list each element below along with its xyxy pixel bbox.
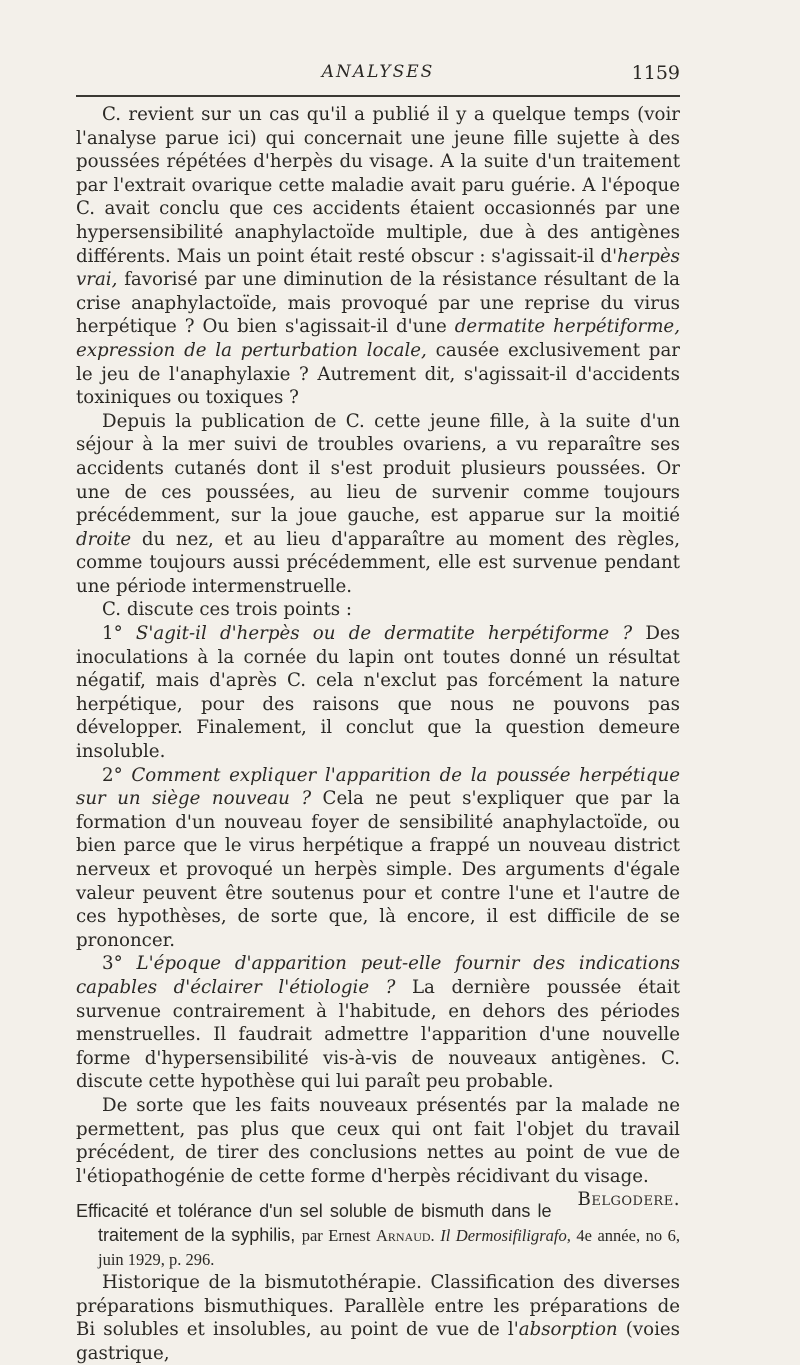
paragraph-3: C. discute ces trois points : xyxy=(102,599,352,621)
point-2: 2° Comment expliquer l'apparition de la poussée herpétique sur un siège nouveau ? Cela ne peut s'expliquer que par la formation d'un nouveau foyer de sensibilité anaphylactoïde, ou bien parce que le virus herpétique a frappé un nouveau district nerveux et provoqué un herpès simple. Des arguments d'égale valeur peuvent être soutenus pour et contre l'une et l'autre de ces hypothèses, de sorte que, là encore, il est difficile de se prononcer. xyxy=(76,764,680,951)
running-head xyxy=(76,62,680,92)
journal-name: Il Dermosifiligrafo, xyxy=(440,1225,571,1245)
paragraph-2: Depuis la publication de C. cette jeune fille, à la suite d'un séjour à la mer suivi de troubles ovariens, a vu reparaître ses accidents cutanés dont il s'est produit plusieurs poussées. Or une de ces poussées, au lieu de survenir comme toujours précédemment, sur la joue gauche, est apparue sur la moitié droite du nez, et au lieu d'apparaître au moment des règles, comme toujours aussi précédemment, elle est survenue pendant une période intermenstruelle. xyxy=(76,410,680,597)
running-title: ANALYSES xyxy=(321,62,435,82)
header-rule xyxy=(76,95,680,97)
article-title: Efficacité et tolérance d'un sel soluble de bismuth dans le traitement de la syphilis, xyxy=(76,1201,552,1245)
paragraph-1: C. revient sur un cas qu'il a publié il y a quelque temps (voir l'analyse parue ici) qui concernait une jeune fille sujette à des poussées répétées d'herpès du visage. A la suite d'un traitement par l'extrait ovarique cette maladie avait paru guérie. A l'époque C. avait conclu que ces accidents étaient occasionnés par une hypersensibilité anaphylactoïde multiple, due à des antigènes différents. Mais un point était resté obscur : s'agissait-il d'herpès vrai, favorisé par une diminution de la résistance résultant de la crise anaphylactoïde, mais provoqué par une reprise du virus herpétique ? Ou bien s'agissait-il d'une dermatite herpétiforme, expression de la perturbation locale, causée exclusivement par le jeu de l'anaphylaxie ? Autrement dit, s'agissait-il d'accidents toxiniques ou toxiques ? xyxy=(76,104,680,409)
point-3: 3° L'époque d'apparition peut-elle fournir des indications capables d'éclairer l'étiologie ? La dernière poussée était survenue contrairement à l'habitude, en dehors des périodes menstruelles. Il faudrait admettre l'apparition d'une nouvelle forme d'hypersensibilité vis-à-vis de nouveaux antigènes. C. discute cette hypothèse qui lui paraît peu probable. xyxy=(76,953,681,1093)
paragraph-conclusion: De sorte que les faits nouveaux présentés par la malade ne permettent, pas plus que ceux qui ont fait l'objet du travail précédent, de tirer des conclusions nettes au point de vue de l'étiopathogénie de cette forme d'herpès récidivant du visage. Belgodere. xyxy=(76,1094,680,1211)
point-1: 1° S'agit-il d'herpès ou de dermatite herpétiforme ? Des inoculations à la cornée du lapin ont toutes donné un résultat négatif, mais d'après C. cela n'exclut pas forcément la nature herpétique, pour des raisons que nous ne pouvons pas développer. Finalement, il conclut que la question demeure insoluble. xyxy=(76,623,680,763)
body-text xyxy=(76,103,680,1365)
author-name: Arnaud. xyxy=(375,1225,435,1245)
paragraph-article2: Historique de la bismutothérapie. Classification des diverses préparations bismuthiques. Parallèle entre les préparations de Bi solubles et insolubles, au point de vue de l'absorption (voies gastrique, xyxy=(76,1272,680,1364)
article-citation: par Ernest Arnaud. Il Dermosifiligrafo, 4e année, no 6, juin 1929, p. 296. xyxy=(98,1225,680,1269)
page-number: 1159 xyxy=(631,62,680,84)
author-signature: Belgodere. xyxy=(577,1189,680,1211)
